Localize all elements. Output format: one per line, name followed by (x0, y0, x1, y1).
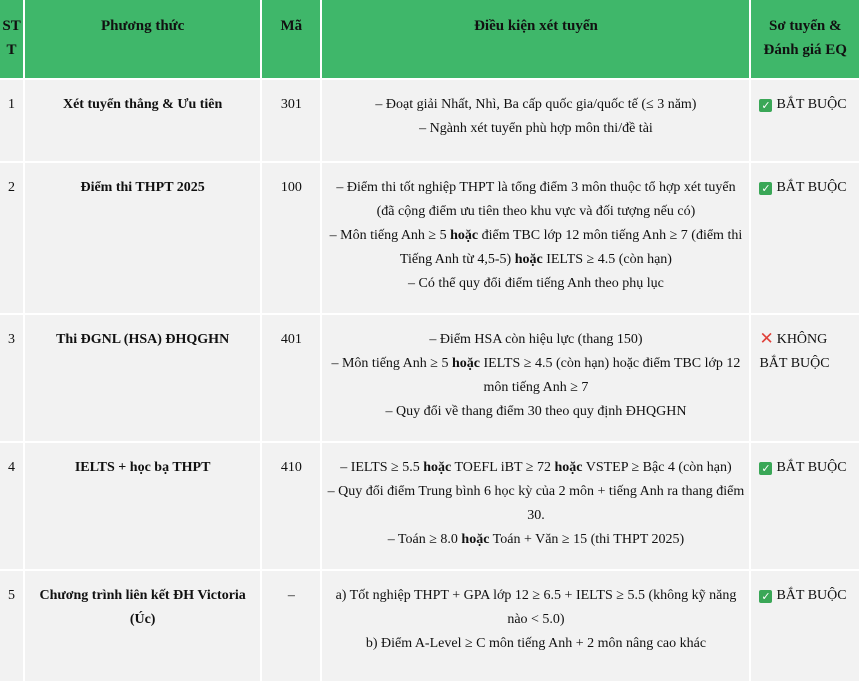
condition-line: – Đoạt giải Nhất, Nhì, Ba cấp quốc gia/quốc tế (≤ 3 năm) (375, 97, 697, 112)
row-code: 410 (262, 443, 320, 569)
check-icon: ✓ (761, 590, 771, 603)
row-code: 401 (262, 315, 320, 441)
condition-line: – Ngành xét tuyển phù hợp môn thi/đề tài (419, 121, 653, 136)
header-stt: STT (0, 0, 23, 78)
row-eq-status (751, 443, 859, 569)
row-conditions (322, 315, 749, 441)
row-method: Xét tuyển thẳng & Ưu tiên (25, 80, 260, 161)
row-conditions (322, 163, 749, 313)
check-icon: ✓ (761, 99, 771, 112)
header-method: Phương thức (25, 0, 260, 78)
table-row (0, 163, 859, 313)
check-icon: ✓ (761, 182, 771, 195)
condition-line: a) Tốt nghiệp THPT + GPA lớp 12 ≥ 6.5 + IELTS ≥ 5.5 (không kỹ năng nào < 5.0) (335, 588, 737, 627)
eq-status-label: BẮT BUỘC (776, 97, 847, 112)
condition-line: – Quy đổi về thang điểm 30 theo quy định ĐHQGHN (385, 404, 687, 419)
row-method: IELTS + học bạ THPT (25, 443, 260, 569)
row-code: 100 (262, 163, 320, 313)
condition-line: – Môn tiếng Anh ≥ 5 hoặc điểm TBC lớp 12 môn tiếng Anh ≥ 7 (điểm thi Tiếng Anh từ 4,5-5) hoặc IELTS ≥ 4.5 (còn hạn) (329, 228, 743, 267)
cross-icon: ✕ (759, 329, 774, 349)
row-method: Chương trình liên kết ĐH Victoria (Úc) (25, 571, 260, 681)
eq-status-label: BẮT BUỘC (776, 460, 847, 475)
row-code: – (262, 571, 320, 681)
eq-status-label: BẮT BUỘC (776, 588, 847, 603)
row-eq-status (751, 315, 859, 441)
condition-line: – Điểm thi tốt nghiệp THPT là tổng điểm 3 môn thuộc tổ hợp xét tuyển (đã cộng điểm ưu tiên theo khu vực và đối tượng nếu có) (336, 180, 736, 219)
header-conditions: Điều kiện xét tuyển (322, 0, 749, 78)
row-eq-status (751, 571, 859, 681)
table-row (0, 443, 859, 569)
check-icon: ✓ (761, 462, 771, 475)
condition-line: b) Điểm A-Level ≥ C môn tiếng Anh + 2 môn nâng cao khác (365, 636, 707, 651)
table-row (0, 315, 859, 441)
table-header-row (0, 0, 859, 78)
row-stt: 1 (0, 80, 23, 161)
condition-line: – Toán ≥ 8.0 hoặc Toán + Văn ≥ 15 (thi THPT 2025) (387, 532, 685, 547)
eq-status-label: BẮT BUỘC (776, 180, 847, 195)
row-method: Điểm thi THPT 2025 (25, 163, 260, 313)
row-eq-status (751, 163, 859, 313)
row-stt: 4 (0, 443, 23, 569)
row-eq-status (751, 80, 859, 161)
row-stt: 2 (0, 163, 23, 313)
condition-line: – IELTS ≥ 5.5 hoặc TOEFL iBT ≥ 72 hoặc VSTEP ≥ Bậc 4 (còn hạn) (340, 460, 732, 475)
eq-status-label: KHÔNG BẮT BUỘC (759, 332, 830, 371)
table-row (0, 571, 859, 681)
condition-line: – Có thể quy đổi điểm tiếng Anh theo phụ lục (408, 276, 664, 291)
condition-line: – Quy đổi điểm Trung bình 6 học kỳ của 2 môn + tiếng Anh ra thang điểm 30. (327, 484, 745, 523)
row-stt: 3 (0, 315, 23, 441)
condition-line: – Điểm HSA còn hiệu lực (thang 150) (429, 332, 643, 347)
row-conditions (322, 443, 749, 569)
header-eq: Sơ tuyển & Đánh giá EQ (751, 0, 859, 78)
row-code: 301 (262, 80, 320, 161)
header-code: Mã (262, 0, 320, 78)
condition-line: – Môn tiếng Anh ≥ 5 hoặc IELTS ≥ 4.5 (còn hạn) hoặc điểm TBC lớp 12 môn tiếng Anh ≥ 7 (331, 356, 741, 395)
row-stt: 5 (0, 571, 23, 681)
table-row (0, 80, 859, 161)
row-method: Thi ĐGNL (HSA) ĐHQGHN (25, 315, 260, 441)
row-conditions (322, 571, 749, 681)
row-conditions (322, 80, 749, 161)
